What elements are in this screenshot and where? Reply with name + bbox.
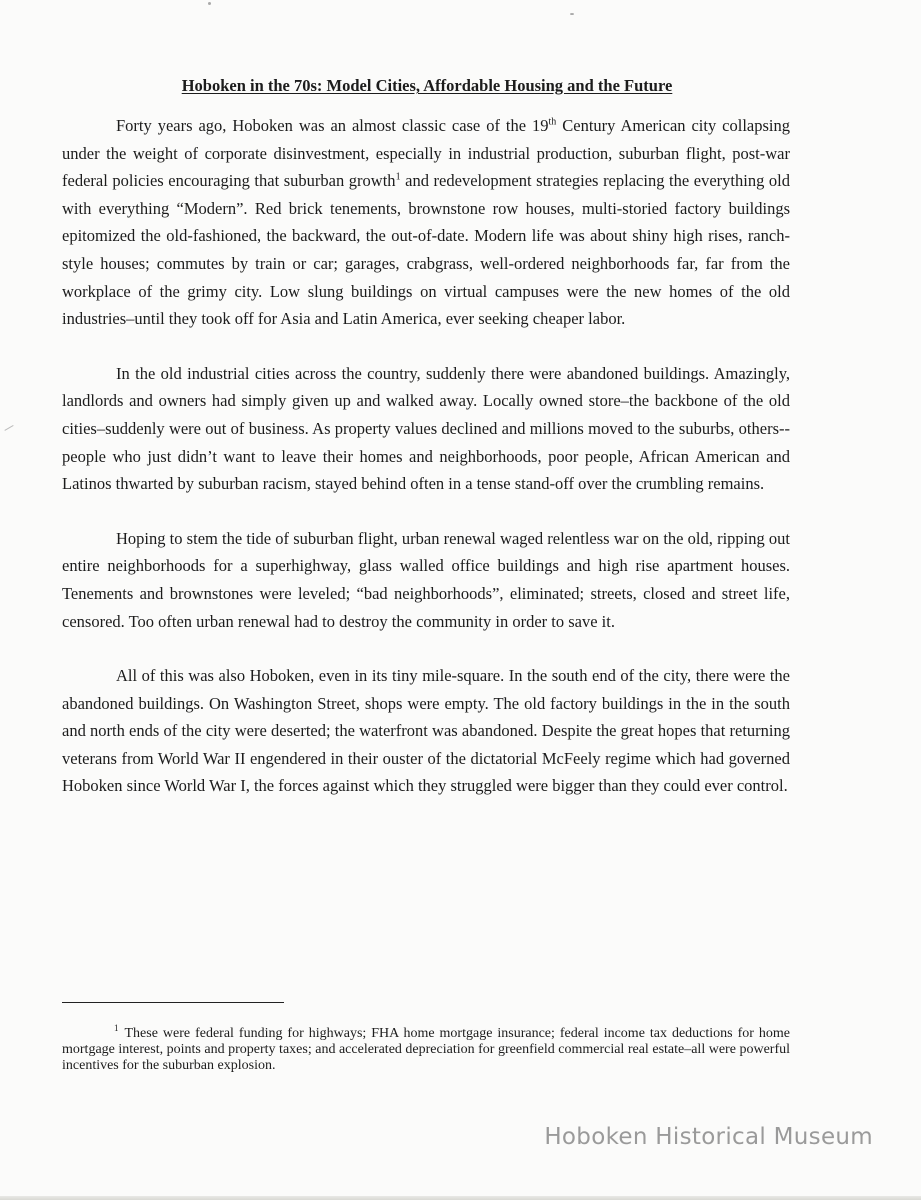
footnote-number: 1 bbox=[114, 1023, 119, 1034]
footnote bbox=[62, 1023, 790, 1074]
paragraph-4: All of this was also Hoboken, even in its tiny mile-square. In the south end of the city, there were the abandoned buildings. On Washington Street, shops were empty. The old factory buildings in the in the south and north ends of the city were deserted; the waterfront was abandoned. Despite the great hopes that returning veterans from World War II engendered in their ouster of the dictatorial McFeely regime which had governed Hoboken since World War I, the forces against which they struggled were bigger than they could ever control. bbox=[62, 666, 790, 796]
paragraph-1-text-c: and redevelopment strategies replacing the everything old with everything “Modern”. Red brick tenements, brownstone row houses, multi-storied factory buildings epitomized the old-fashioned, the backward, the out-of-date. Modern life was about shiny high rises, ranch-style houses; commutes by train or car; garages, crabgrass, well-ordered neighborhoods far, far from the workplace of the grimy city. Low slung buildings on virtual campuses were the new homes of the old industries–until they took off for Asia and Latin America, ever seeking cheaper labor. bbox=[62, 171, 790, 329]
document-title: Hoboken in the 70s: Model Cities, Affordable Housing and the Future bbox=[181, 76, 673, 95]
museum-watermark: Hoboken Historical Museum bbox=[544, 1124, 873, 1150]
footnote-separator bbox=[62, 1002, 284, 1003]
scan-speck bbox=[208, 2, 211, 5]
scan-bottom-edge bbox=[0, 1196, 921, 1200]
paragraph-2: In the old industrial cities across the country, suddenly there were abandoned buildings. Amazingly, landlords and owners had simply given up and walked away. Locally owned store–the backbone of the old cities–suddenly were out of business. As property values declined and millions moved to the suburbs, others--people who just didn’t want to leave their homes and neighborhoods, poor people, African American and Latinos thwarted by suburban racism, stayed behind often in a tense stand-off over the crumbling remains. bbox=[62, 363, 790, 494]
paragraph-1 bbox=[62, 112, 790, 333]
document-body bbox=[62, 112, 790, 827]
paragraph-1-text-b: Century American city collapsing under the weight of corporate disinvestment, especially in industrial production, suburban flight, post-war federal policies encouraging that suburban growth bbox=[62, 116, 790, 191]
scan-edge-mark bbox=[0, 418, 13, 431]
scan-speck bbox=[570, 13, 574, 15]
footnote-reference: 1 bbox=[395, 171, 401, 183]
paragraph-3: Hoping to stem the tide of suburban flight, urban renewal waged relentless war on the old, ripping out entire neighborhoods for a superhighway, glass walled office buildings and high rise apartment houses. Tenements and brownstones were leveled; “bad neighborhoods”, eliminated; streets, closed and street life, censored. Too often urban renewal had to destroy the community in order to save it. bbox=[62, 528, 790, 631]
paragraph-1-text-a: Forty years ago, Hoboken was an almost classic case of the 19 bbox=[116, 116, 549, 135]
footnote-text: These were federal funding for highways; FHA home mortgage insurance; federal income tax deductions for home mortgage interest, points and property taxes; and accelerated depreciation for greenfield commercial real estate–all were powerful incentives for the suburban explosion. bbox=[62, 1026, 790, 1073]
ordinal-superscript: th bbox=[548, 116, 557, 128]
